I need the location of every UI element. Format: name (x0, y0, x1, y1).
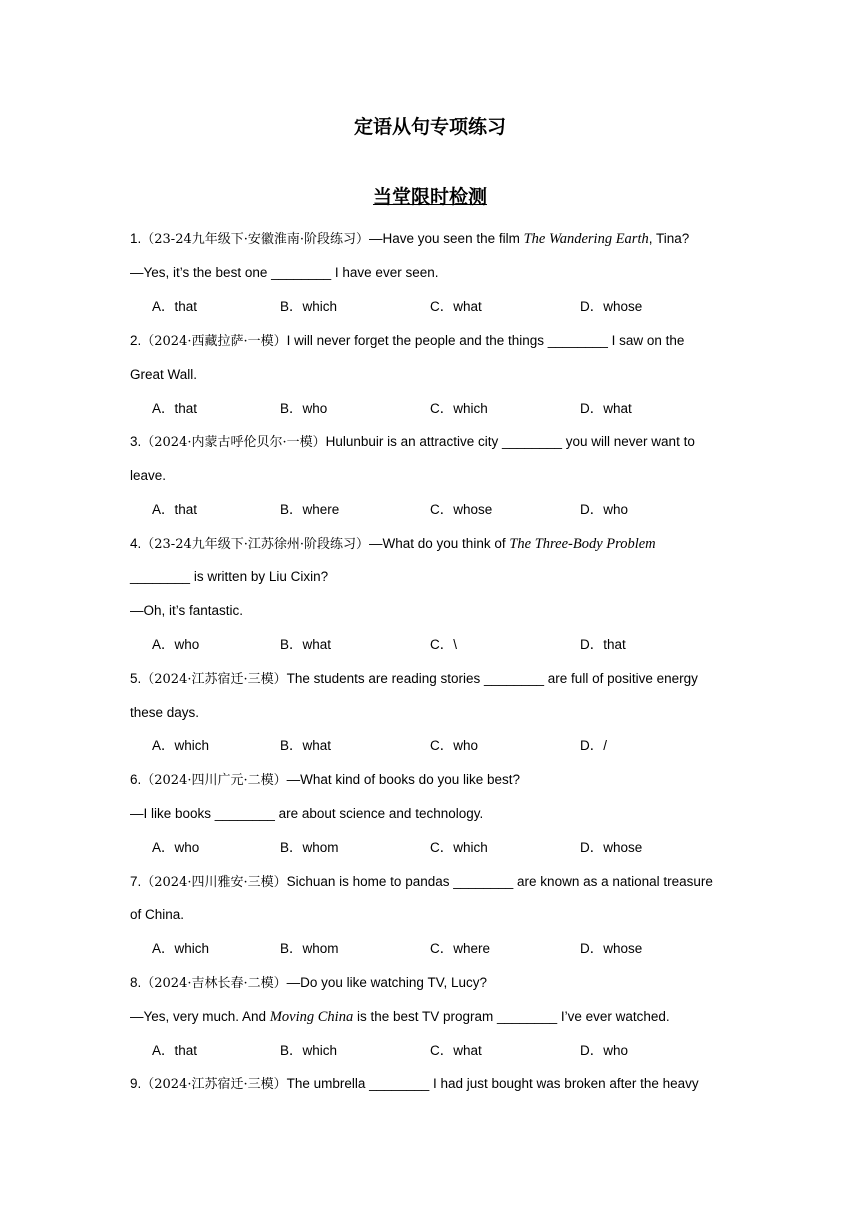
question-5-line-1: 5.（2024·江苏宿迁·三模）The students are reading stories ________ are full of positive energy (130, 671, 698, 687)
question-number: 2. (130, 333, 142, 348)
program-title: Moving China (269, 1009, 354, 1025)
option-a[interactable]: A．who (152, 840, 200, 855)
question-source: （23-24九年级下·安徽淮南·阶段练习） (141, 232, 370, 247)
question-source: （23-24九年级下·江苏徐州·阶段练习） (141, 537, 370, 552)
question-number: 4. (130, 536, 142, 551)
question-number: 7. (130, 874, 142, 889)
question-9-line-1: 9.（2024·江苏宿迁·三模）The umbrella ________ I had just bought was broken after the heavy (130, 1076, 699, 1092)
option-c[interactable]: C．what (430, 299, 482, 314)
question-number: 9. (130, 1076, 142, 1091)
option-c[interactable]: C．which (430, 401, 488, 416)
option-b[interactable]: B．whom (280, 840, 339, 855)
option-b[interactable]: B．what (280, 738, 332, 753)
option-a[interactable]: A．who (152, 637, 200, 652)
question-source: （2024·西藏拉萨·一模） (141, 334, 287, 349)
film-title: The Wandering Earth (523, 231, 649, 247)
option-a[interactable]: A．which (152, 738, 210, 753)
question-number: 1. (130, 231, 142, 246)
option-d[interactable]: D．whose (580, 299, 643, 314)
book-title: The Three-Body Problem (509, 536, 656, 552)
question-6-line-2: —I like books ________ are about science and technology. (130, 806, 484, 821)
option-d[interactable]: D．/ (580, 738, 607, 753)
question-3-line-2: leave. (130, 468, 167, 483)
question-1-line-1: 1.（23-24九年级下·安徽淮南·阶段练习）—Have you seen the film The Wandering Earth, Tina? (130, 231, 690, 247)
question-6-line-1: 6.（2024·四川广元·二模）—What kind of books do you like best? (130, 772, 521, 788)
question-7-line-1: 7.（2024·四川雅安·三模）Sichuan is home to pandas ________ are known as a national treasure (130, 874, 713, 890)
question-source: （2024·内蒙古呼伦贝尔·一模） (141, 435, 326, 450)
question-source: （2024·四川广元·二模） (141, 773, 287, 788)
option-c[interactable]: C．what (430, 1043, 482, 1058)
question-5-line-2: these days. (130, 705, 200, 720)
option-a[interactable]: A．that (152, 401, 198, 416)
option-d[interactable]: D．who (580, 502, 629, 517)
option-b[interactable]: B．what (280, 637, 332, 652)
section-subtitle: 当堂限时检测 (372, 186, 487, 208)
question-source: （2024·江苏宿迁·三模） (141, 1077, 287, 1092)
option-d[interactable]: D．that (580, 637, 626, 652)
question-number: 6. (130, 772, 142, 787)
question-2-line-1: 2.（2024·西藏拉萨·一模）I will never forget the people and the things ________ I saw on the (130, 333, 685, 349)
option-a[interactable]: A．that (152, 1043, 198, 1058)
question-4-line-1: 4.（23-24九年级下·江苏徐州·阶段练习）—What do you think of The Three-Body Problem (130, 536, 656, 552)
question-number: 3. (130, 434, 142, 449)
question-4-line-3: —Oh, it’s fantastic. (130, 603, 244, 618)
question-number: 5. (130, 671, 142, 686)
option-d[interactable]: D．what (580, 401, 632, 416)
option-b[interactable]: B．who (280, 401, 328, 416)
question-number: 8. (130, 975, 142, 990)
question-source: （2024·吉林长春·二模） (141, 976, 287, 991)
option-c[interactable]: C．where (430, 941, 491, 956)
option-c[interactable]: C．who (430, 738, 479, 753)
question-3-line-1: 3.（2024·内蒙古呼伦贝尔·一模）Hulunbuir is an attractive city ________ you will never want to (130, 434, 695, 450)
option-b[interactable]: B．which (280, 299, 338, 314)
option-d[interactable]: D．who (580, 1043, 629, 1058)
question-source: （2024·江苏宿迁·三模） (141, 672, 287, 687)
option-c[interactable]: C．which (430, 840, 488, 855)
question-7-line-2: of China. (130, 907, 185, 922)
option-c[interactable]: C．whose (430, 502, 493, 517)
option-c[interactable]: C．\ (430, 637, 457, 652)
option-d[interactable]: D．whose (580, 941, 643, 956)
question-2-line-2: Great Wall. (130, 367, 198, 382)
question-1-line-2: —Yes, it’s the best one ________ I have ever seen. (130, 265, 439, 280)
option-b[interactable]: B．whom (280, 941, 339, 956)
option-b[interactable]: B．where (280, 502, 340, 517)
question-8-line-1: 8.（2024·吉林长春·二模）—Do you like watching TV, Lucy? (130, 975, 487, 991)
option-a[interactable]: A．which (152, 941, 210, 956)
option-a[interactable]: A．that (152, 299, 198, 314)
option-d[interactable]: D．whose (580, 840, 643, 855)
question-8-line-2: —Yes, very much. And Moving China is the best TV program ________ I’ve ever watched. (130, 1009, 670, 1025)
question-source: （2024·四川雅安·三模） (141, 875, 287, 890)
option-a[interactable]: A．that (152, 502, 198, 517)
option-b[interactable]: B．which (280, 1043, 338, 1058)
page-title: 定语从句专项练习 (353, 116, 506, 138)
question-4-line-2: ________ is written by Liu Cixin? (130, 569, 329, 584)
